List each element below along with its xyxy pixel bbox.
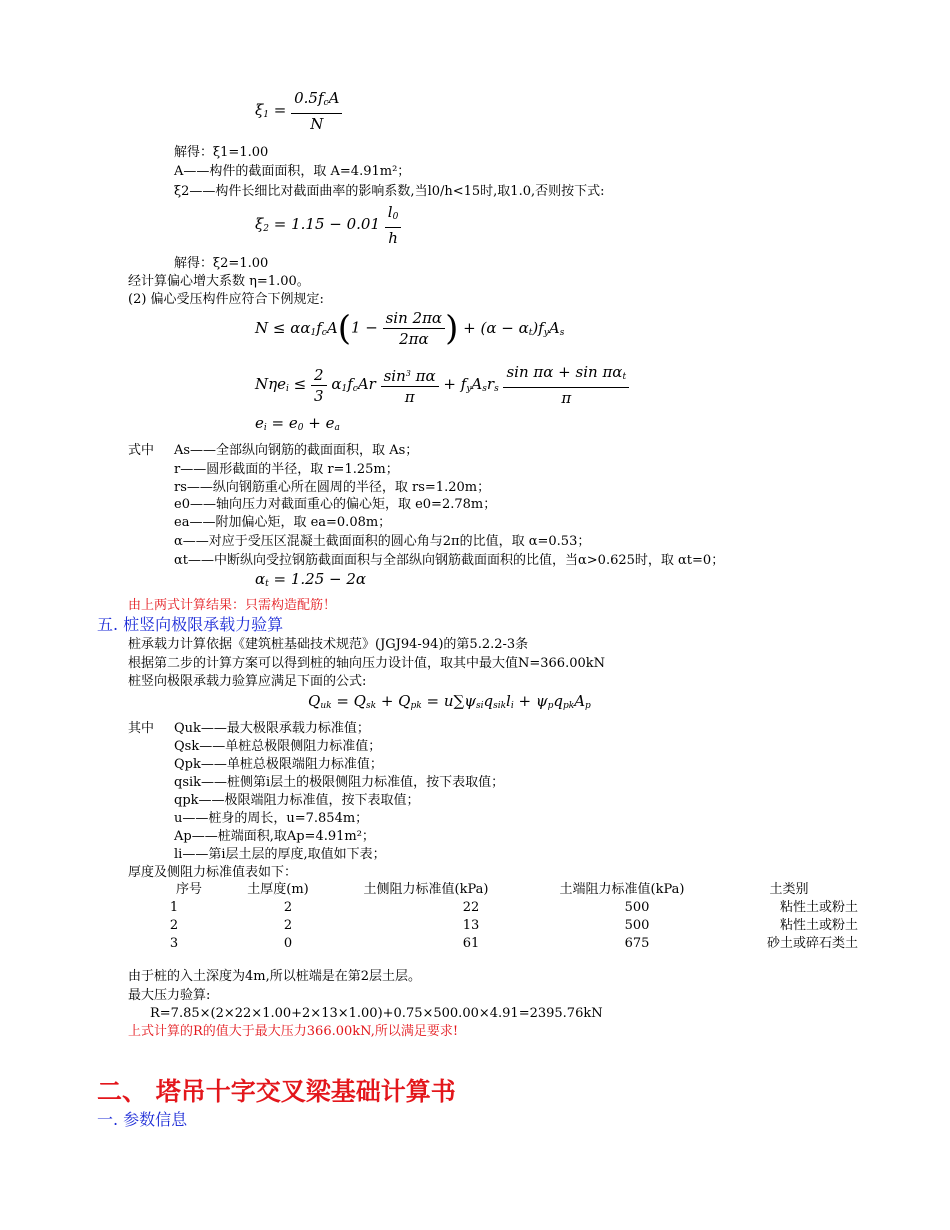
table-cell: 1 [169,900,179,915]
xi2-definition: ξ2——构件长细比对截面曲率的影响系数,当l0/h<15时,取1.0,否则按下式: [174,184,605,199]
area-definition: A——构件的截面面积，取 A=4.91m²； [174,164,411,179]
depth-note: 由于桩的入土深度为4m,所以桩端是在第2层土层。 [128,969,422,984]
table-cell: 0 [283,936,293,951]
table-cell: 2 [283,900,293,915]
table-cell: 675 [624,936,650,951]
table-cell: 粘性土或粉土 [779,918,858,933]
eccentric-formula-3: $e_i = e_0 + e_a$ [255,414,340,433]
capacity-calculation: R=7.85×(2×22×1.00+2×13×1.00)+0.75×500.00×4.91=2395.76kN [150,1006,603,1021]
table-row [150,899,858,917]
table-cell: 22 [462,900,480,915]
capacity-result: 上式计算的R的值大于最大压力366.00kN,所以满足要求! [128,1024,459,1039]
param-info-title: 一. 参数信息 [97,1110,188,1129]
construction-result: 由上两式计算结果：只需构造配筋！ [128,598,337,613]
sec5-p2: 根据第二步的计算方案可以得到桩的轴向压力设计值，取其中最大值N=366.00kN [128,656,606,671]
def-alphat: αt——中断纵向受拉钢筋截面面积与全部纵向钢筋截面面积的比值，当α>0.625时，取 αt=0； [174,553,725,568]
table-cell: 砂土或碎石类土 [766,936,858,951]
table-cell: 2 [283,918,293,933]
table-cell: 61 [462,936,480,951]
sec5-p1: 桩承载力计算依据《建筑桩基础技术规范》(JGJ94-94)的第5.2.2-3条 [128,637,529,652]
rule-title: (2) 偏心受压构件应符合下例规定: [128,292,324,307]
table-header-row [150,881,858,899]
table-cell: 3 [169,936,179,951]
def-li: li——第i层土层的厚度,取值如下表； [174,847,386,862]
max-pressure-title: 最大压力验算: [128,988,211,1003]
alphat-formula: $\alpha_t = 1.25 - 2\alpha$ [255,570,367,589]
table-cell: 500 [624,918,650,933]
def-qsk: Qsk——单桩总极限侧阻力标准值； [174,739,382,754]
eccentric-formula-2: Nηe$_i$ ≤ $\frac{2}{3}$ $\alpha_1f_cAr$ $\frac{\sin^3 \pi\alpha}{\pi}$ + $f_yA_sr_s$ $\frac{\sin \pi\alpha + \sin \pi\alpha_t}{\pi}$ [255,362,629,408]
def-qpk-end: qpk——极限端阻力标准值，按下表取值； [174,793,420,808]
section-5-title: 五. 桩竖向极限承载力验算 [97,615,284,634]
table-header: 土类别 [769,882,809,897]
table-header: 序号 [175,882,202,897]
table-title: 厚度及侧阻力标准值表如下： [128,865,298,880]
def-as: As——全部纵向钢筋的截面面积，取 As； [174,443,419,458]
table-header: 土厚度(m) [247,882,309,897]
table-row [150,917,858,935]
eccentric-formula-1: $N \le \alpha\alpha_1f_cA(1$ − $\frac{\sin 2\pi\alpha}{2\pi\alpha}$ ) + $(\alpha - \alpha_t)f_yA_s$ [255,308,565,349]
eta-line: 经计算偏心增大系数 η=1.00。 [128,274,310,289]
xi1-formula: $\xi_1$ = $\frac{0.5f_cA}{N}$ [255,88,342,134]
defs-lead: 式中 [128,443,155,458]
table-cell: 2 [169,918,179,933]
sec5-p3: 桩竖向极限承载力验算应满足下面的公式: [128,674,367,689]
xi2-formula: $\xi_2 = 1.15 - 0.01$ $\frac{l_0}{h}$ [255,202,401,248]
def-rs: rs——纵向钢筋重心所在圆周的半径，取 rs=1.20m； [174,480,491,495]
table-cell: 500 [624,900,650,915]
xi1-result: 解得：ξ1=1.00 [174,145,269,160]
def-qpk: Qpk——单桩总极限端阻力标准值； [174,757,383,772]
sec5-defs-lead: 其中 [128,721,155,736]
bearing-capacity-formula: $Q_{uk} = Q_{sk} + Q_{pk} = u\sum\psi_{si}q_{sik}l_i + \psi_pq_{pk}A_p$ [308,692,591,711]
chapter-2-title: 二、 塔吊十字交叉梁基础计算书 [97,1077,456,1106]
table-cell: 13 [462,918,480,933]
def-ap: Ap——桩端面积,取Ap=4.91m²； [174,829,375,844]
table-row [150,935,858,953]
def-quk: Quk——最大极限承载力标准值； [174,721,370,736]
def-qsik: qsik——桩侧第i层土的极限侧阻力标准值，按下表取值； [174,775,505,790]
table-cell: 粘性土或粉土 [779,900,858,915]
def-e0: e0——轴向压力对截面重心的偏心矩，取 e0=2.78m； [174,497,497,512]
xi2-result: 解得：ξ2=1.00 [174,256,269,271]
table-header: 土端阻力标准值(kPa) [559,882,685,897]
def-alpha: α——对应于受压区混凝土截面面积的圆心角与2π的比值，取 α=0.53； [174,534,591,549]
def-ea: ea——附加偏心矩，取 ea=0.08m； [174,515,392,530]
table-header: 土侧阻力标准值(kPa) [363,882,489,897]
soil-table [150,881,858,953]
def-r: r——圆形截面的半径，取 r=1.25m； [174,462,399,477]
def-u: u——桩身的周长，u=7.854m； [174,811,369,826]
